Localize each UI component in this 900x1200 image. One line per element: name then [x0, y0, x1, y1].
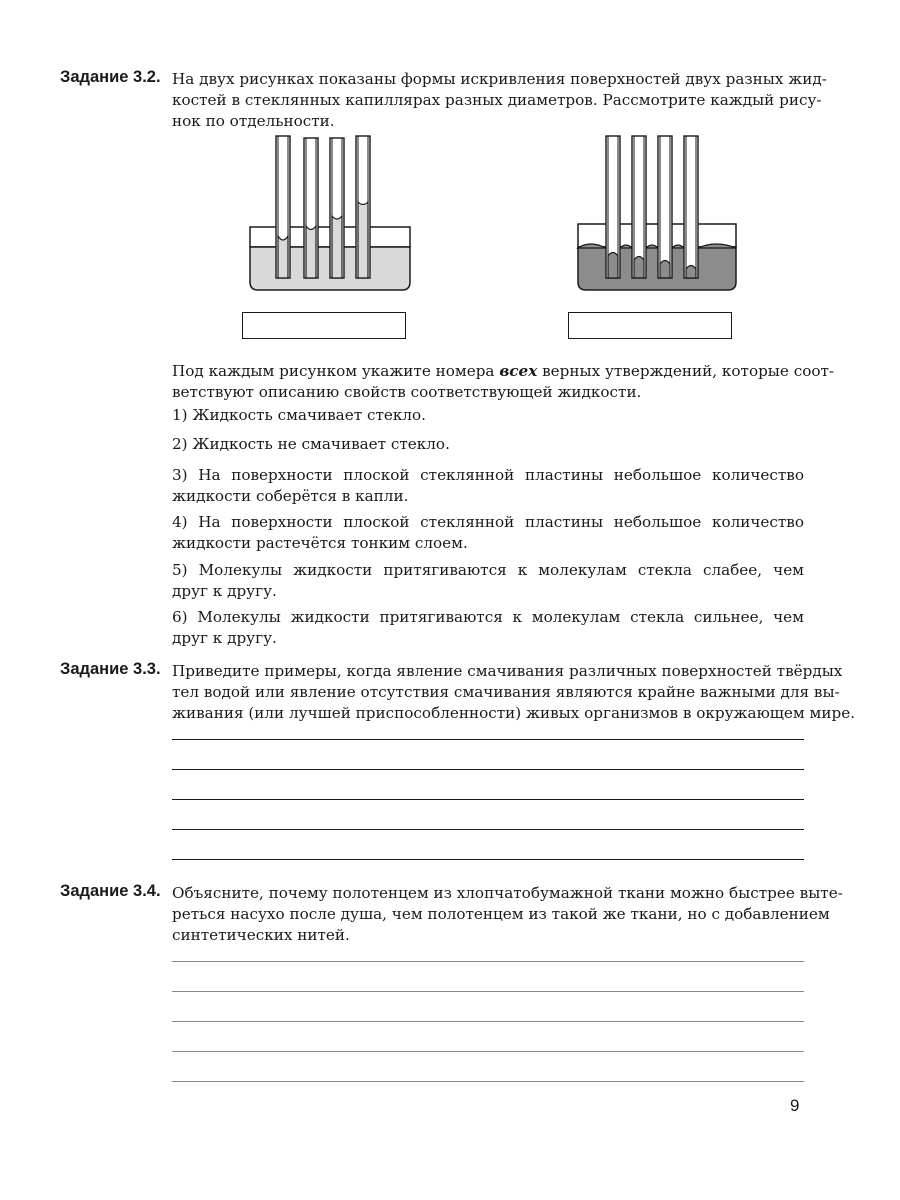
statement-2 [172, 434, 804, 455]
statement-line: жидкости соберётся в капли. [172, 487, 409, 505]
answer-line[interactable] [172, 739, 804, 740]
statement-line: жидкости растечётся тонким слоем. [172, 534, 468, 552]
statement-line: друг к другу. [172, 629, 277, 647]
task-3-3-text [172, 661, 856, 724]
capillary-figure-left [240, 132, 420, 302]
statement-5 [172, 560, 804, 602]
statement-line: друг к другу. [172, 582, 277, 600]
answer-box-left[interactable] [242, 312, 406, 339]
task-3-2-label: Задание 3.2. [60, 68, 161, 86]
statement-line: 6) Молекулы жидкости притягиваются к молекулам стекла сильнее, чем [172, 608, 804, 626]
task-3-3-line: тел водой или явление отсутствия смачивания являются крайне важными для вы- [172, 683, 840, 701]
statement-6 [172, 607, 804, 649]
answer-box-right[interactable] [568, 312, 732, 339]
statement-1 [172, 405, 804, 426]
task-3-2-intro-line: костей в стеклянных капиллярах разных диаметров. Рассмотрите каждый рису- [172, 91, 822, 109]
liquid-right [578, 247, 736, 290]
instruction-pre: Под каждым рисунком укажите номера [172, 362, 500, 380]
task-3-4-line: синтетических нитей. [172, 926, 350, 944]
task-3-2-instruction [172, 361, 835, 403]
statement-line: 2) Жидкость не смачивает стекло. [172, 435, 450, 453]
statement-3 [172, 465, 804, 507]
page-number: 9 [790, 1096, 800, 1115]
task-3-3-label: Задание 3.3. [60, 660, 161, 678]
answer-line[interactable] [172, 859, 804, 860]
instruction-post: верных утверждений, которые соот- [537, 362, 835, 380]
statement-line: 3) На поверхности плоской стеклянной пластины небольшое количество [172, 466, 804, 484]
answer-line[interactable] [172, 829, 804, 830]
answer-line[interactable] [172, 1081, 804, 1082]
answer-line[interactable] [172, 799, 804, 800]
task-3-4-line: Объясните, почему полотенцем из хлопчатобумажной ткани можно быстрее выте- [172, 884, 843, 902]
answer-line[interactable] [172, 769, 804, 770]
instruction-line [172, 361, 835, 382]
answer-line[interactable] [172, 1051, 804, 1052]
task-3-3-line: Приведите примеры, когда явление смачивания различных поверхностей твёрдых [172, 662, 843, 680]
statement-line: 4) На поверхности плоской стеклянной пластины небольшое количество [172, 513, 804, 531]
task-3-2-intro-line: На двух рисунках показаны формы искривления поверхностей двух разных жид- [172, 70, 827, 88]
capillary-figure-right [568, 132, 748, 302]
instruction-emphasis: всех [499, 362, 538, 380]
answer-line[interactable] [172, 1021, 804, 1022]
instruction-line: ветствуют описанию свойств соответствующей жидкости. [172, 383, 642, 401]
task-3-4-label: Задание 3.4. [60, 882, 161, 900]
task-3-2-intro [172, 69, 827, 132]
answer-line[interactable] [172, 991, 804, 992]
answer-line[interactable] [172, 961, 804, 962]
task-3-4-text [172, 883, 843, 946]
statement-line: 1) Жидкость смачивает стекло. [172, 406, 426, 424]
statement-line: 5) Молекулы жидкости притягиваются к молекулам стекла слабее, чем [172, 561, 804, 579]
task-3-2-intro-line: нок по отдельности. [172, 112, 335, 130]
task-3-3-line: живания (или лучшей приспособленности) живых организмов в окружающем мире. [172, 704, 856, 722]
statement-4 [172, 512, 804, 554]
task-3-4-line: реться насухо после душа, чем полотенцем из такой же ткани, но с добавлением [172, 905, 830, 923]
